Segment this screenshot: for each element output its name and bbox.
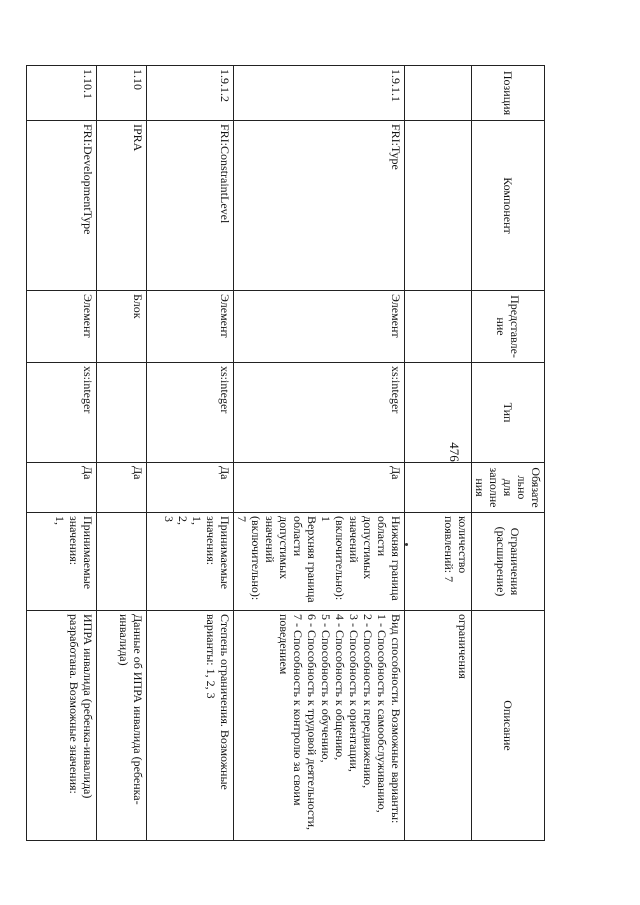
cell-position bbox=[405, 66, 472, 121]
cell-required: Да bbox=[147, 463, 234, 513]
header-representation: Представле-ние bbox=[472, 291, 545, 363]
table-row bbox=[27, 66, 97, 841]
cell-description: Степень ограничения. Возможные варианты: 1, 2, 3 bbox=[147, 611, 234, 841]
cell-component: IPRA bbox=[97, 121, 147, 291]
cell-representation: Блок bbox=[97, 291, 147, 363]
table-row bbox=[405, 66, 472, 841]
table-row bbox=[234, 66, 405, 841]
cell-type: xs:integer bbox=[27, 363, 97, 463]
header-restrictions: Ограничения (расширение) bbox=[472, 513, 545, 611]
cell-representation: Элемент bbox=[234, 291, 405, 363]
cell-restrictions: количество появлений: 7 bbox=[405, 513, 472, 611]
cell-type bbox=[97, 363, 147, 463]
cell-description: ограничения bbox=[405, 611, 472, 841]
cell-required: Да bbox=[27, 463, 97, 513]
header-description: Описание bbox=[472, 611, 545, 841]
rotated-table-wrapper bbox=[53, 65, 545, 840]
cell-required bbox=[405, 463, 472, 513]
cell-description: Вид способности. Возможные варианты: 1 - Способность к самообслуживанию, 2 - Способность к передвижению, 3 - Способность к ориентации, 4 - Способность к общению, 5 - Способность к обучению, 6 - Способность к трудовой деятельности, 7 - Способность к контролю за своим поведением bbox=[234, 611, 405, 841]
cell-component: FRI:DevelopmentType bbox=[27, 121, 97, 291]
cell-representation bbox=[405, 291, 472, 363]
cell-restrictions: Принимаемые значения: 1, bbox=[27, 513, 97, 611]
cell-position: 1.9.1.1 bbox=[234, 66, 405, 121]
cell-type: xs:integer bbox=[234, 363, 405, 463]
cell-required: Да bbox=[234, 463, 405, 513]
cell-type bbox=[405, 363, 472, 463]
components-table bbox=[26, 65, 545, 841]
cell-description: ИПРА инвалида (ребенка-инвалида) разработана. Возможные значения: bbox=[27, 611, 97, 841]
cell-component bbox=[405, 121, 472, 291]
header-type: Тип bbox=[472, 363, 545, 463]
table-row bbox=[97, 66, 147, 841]
rotated-page-content bbox=[53, 65, 545, 840]
cell-description: Данные об ИПРА инвалида (ребенка-инвалида) bbox=[97, 611, 147, 841]
header-component: Компонент bbox=[472, 121, 545, 291]
cell-representation: Элемент bbox=[147, 291, 234, 363]
cell-restrictions bbox=[97, 513, 147, 611]
cell-required: Да bbox=[97, 463, 147, 513]
header-position: Позиция bbox=[472, 66, 545, 121]
cell-restrictions: Нижняя граница области допустимых значений (включительно): 1 Верхняя граница области допустимых значений (включительно): 7 bbox=[234, 513, 405, 611]
header-row bbox=[472, 66, 545, 841]
cell-type: xs:integer bbox=[147, 363, 234, 463]
cell-restrictions: Принимаемые значения: 1, 2, 3 bbox=[147, 513, 234, 611]
cell-component: FRI:Type bbox=[234, 121, 405, 291]
cell-position: 1.9.1.2 bbox=[147, 66, 234, 121]
header-required: Обязательно для заполнения bbox=[472, 463, 545, 513]
cell-representation: Элемент bbox=[27, 291, 97, 363]
cell-position: 1.10 bbox=[97, 66, 147, 121]
table-row bbox=[147, 66, 234, 841]
cell-component: FRI:ConstraintLevel bbox=[147, 121, 234, 291]
page-number: 476 bbox=[447, 442, 462, 462]
cell-position: 1.10.1 bbox=[27, 66, 97, 121]
